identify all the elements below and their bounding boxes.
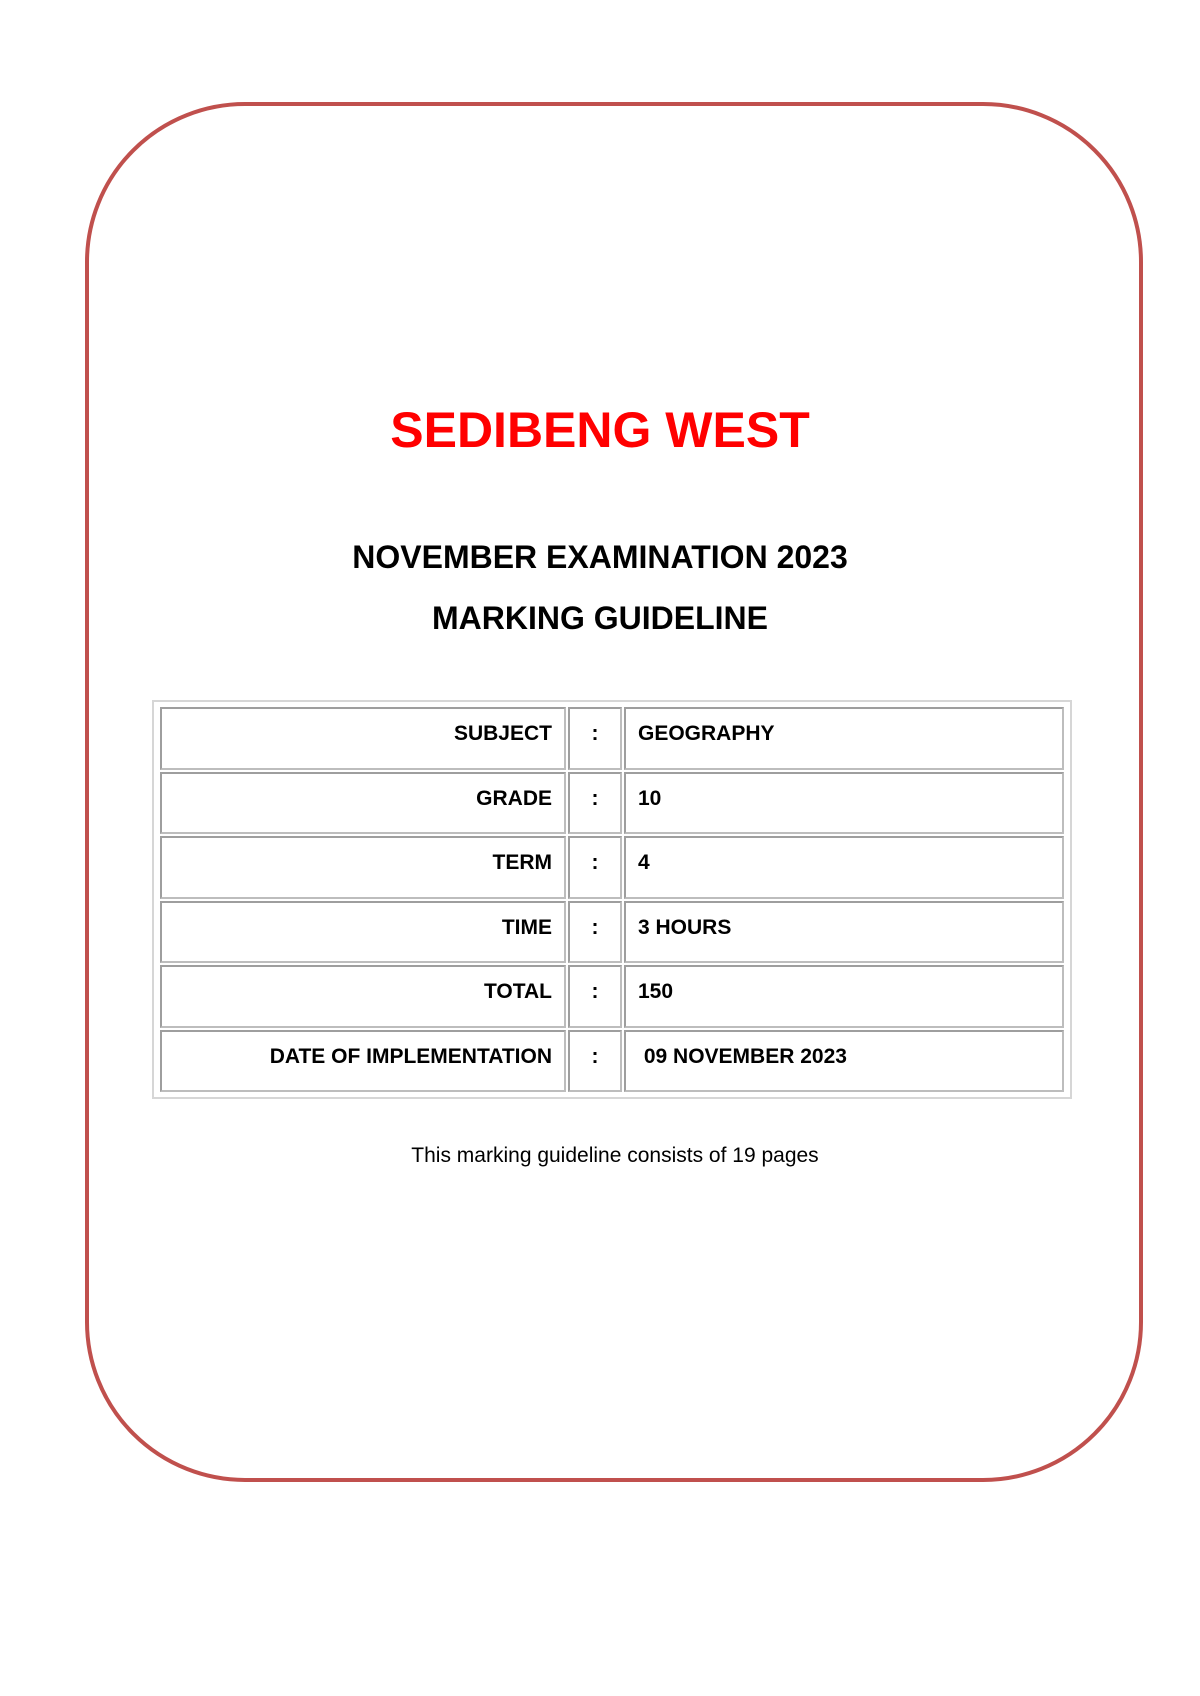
info-row-total: [159, 964, 1065, 1029]
info-row-time: [159, 900, 1065, 965]
info-label: TIME: [160, 901, 566, 964]
info-separator: :: [568, 965, 622, 1028]
info-label: GRADE: [160, 772, 566, 835]
document-title: MARKING GUIDELINE: [432, 600, 768, 636]
info-row-term: [159, 835, 1065, 900]
info-value: 09 NOVEMBER 2023: [624, 1030, 1064, 1093]
info-value: 10: [624, 772, 1064, 835]
info-separator: :: [568, 1030, 622, 1093]
school-name: SEDIBENG WEST: [390, 402, 810, 458]
exam-title: NOVEMBER EXAMINATION 2023: [352, 539, 848, 575]
info-separator: :: [568, 707, 622, 770]
info-value: 3 HOURS: [624, 901, 1064, 964]
page-count-note: This marking guideline consists of 19 pages: [411, 1144, 819, 1167]
info-value: GEOGRAPHY: [624, 707, 1064, 770]
info-separator: :: [568, 772, 622, 835]
info-separator: :: [568, 836, 622, 899]
exam-info-table: [152, 700, 1072, 1099]
info-label: DATE OF IMPLEMENTATION: [160, 1030, 566, 1093]
info-label: TOTAL: [160, 965, 566, 1028]
info-value: 4: [624, 836, 1064, 899]
info-row-grade: [159, 771, 1065, 836]
info-label: SUBJECT: [160, 707, 566, 770]
info-label: TERM: [160, 836, 566, 899]
info-separator: :: [568, 901, 622, 964]
info-value: 150: [624, 965, 1064, 1028]
info-row-date-of-implementation: [159, 1029, 1065, 1094]
info-row-subject: [159, 706, 1065, 771]
